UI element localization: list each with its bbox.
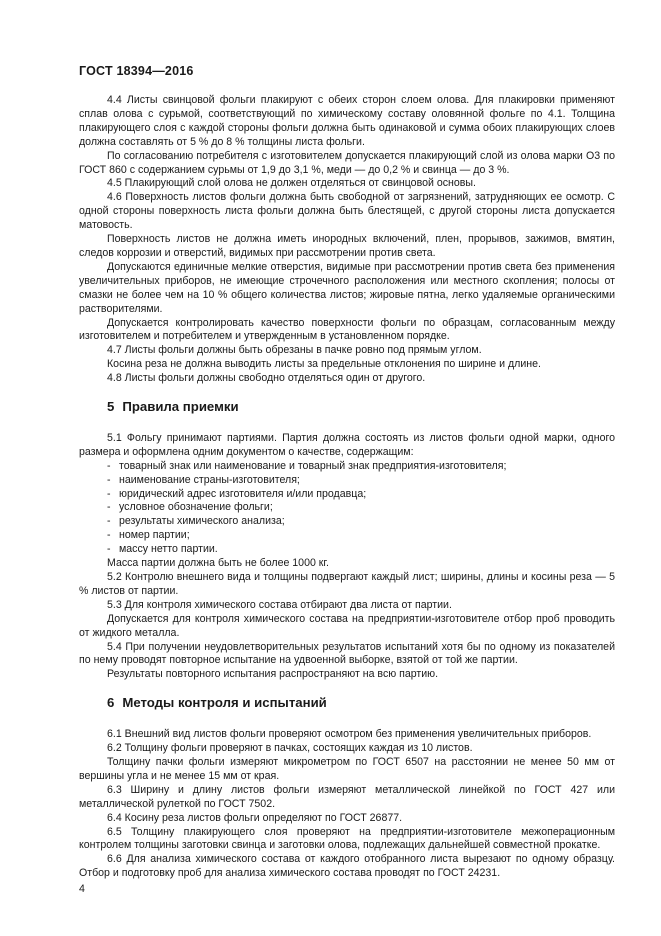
document-header: ГОСТ 18394—2016 xyxy=(79,64,194,78)
paragraph: Допускается для контроля химического состава на предприятии-изготовителе отбор проб проводить от жидкого металла. xyxy=(79,612,615,639)
list-item-text: условное обозначение фольги; xyxy=(119,501,273,514)
paragraph: 4.8 Листы фольги должны свободно отделяться один от другого. xyxy=(107,372,426,385)
section-heading xyxy=(79,696,615,710)
paragraph: 4.6 Поверхность листов фольги должна быть свободной от загрязнений, затрудняющих ее осмотр. С одной стороны поверхность листа фольги должна быть блестящей, с другой стороны листа допускается матовость. xyxy=(79,191,615,232)
document-body xyxy=(79,94,615,881)
section-title: Методы контроля и испытаний xyxy=(122,695,327,711)
list-item xyxy=(79,515,615,529)
list-item-text: товарный знак или наименование и товарный знак предприятия-изготовителя; xyxy=(119,459,507,472)
section-title: Правила приемки xyxy=(122,399,239,415)
paragraph: 4.7 Листы фольги должны быть обрезаны в пачке ровно под прямым углом. xyxy=(107,344,482,357)
paragraph: Допускается контролировать качество поверхности фольги по образцам, согласованным между изготовителем и потребителем и утвержденным в установленном порядке. xyxy=(79,316,615,343)
list-dash: - xyxy=(107,487,111,500)
list-dash: - xyxy=(107,473,111,486)
list-dash: - xyxy=(107,529,111,542)
list-item xyxy=(79,501,615,515)
paragraph: Косина реза не должна выводить листы за предельные отклонения по ширине и длине. xyxy=(107,358,541,371)
list-item xyxy=(79,488,615,502)
paragraph: По согласованию потребителя с изготовителем допускается плакирующий слой из олова марки О3 по ГОСТ 860 с содержанием сурьмы от 1,9 до 3,1 %, меди — до 0,2 % и свинца — до 3 %. xyxy=(79,149,615,176)
list-item-text: результаты химического анализа; xyxy=(119,515,285,528)
list-dash: - xyxy=(107,515,111,528)
section-number: 5 xyxy=(107,399,115,415)
list-item-text: номер партии; xyxy=(119,529,190,542)
list-dash: - xyxy=(107,501,111,514)
paragraph: Допускаются единичные мелкие отверстия, видимые при рассмотрении против света без применения увеличительных приборов, не имеющие строчечного расположения или местного скопления; полосы от смазки не более чем на 10 % общего количества листов; жировые пятна, легко удаляемые органическими растворителями. xyxy=(79,260,615,315)
list-dash: - xyxy=(107,459,111,472)
list-item xyxy=(79,474,615,488)
list-item xyxy=(79,543,615,557)
paragraph: 5.2 Контролю внешнего вида и толщины подвергают каждый лист; ширины, длины и косины реза — 5 % листов от партии. xyxy=(79,571,615,597)
paragraph: 6.5 Толщину плакирующего слоя проверяют на предприятии-изготовителе межоперационным контролем толщины заготовки свинца и заготовки олова, подлежащих дальнейшей совместной прокатке. xyxy=(79,825,615,852)
paragraph: 6.1 Внешний вид листов фольги проверяют осмотром без применения увеличительных приборов. xyxy=(107,728,592,741)
paragraph: Масса партии должна быть не более 1000 кг. xyxy=(107,557,329,570)
list-item xyxy=(79,460,615,474)
paragraph: 6.4 Косину реза листов фольги определяют по ГОСТ 26877. xyxy=(107,811,403,824)
paragraph: 4.5 Плакирующий слой олова не должен отделяться от свинцовой основы. xyxy=(107,177,476,190)
paragraph: Результаты повторного испытания распространяют на всю партию. xyxy=(107,668,439,681)
list-item-text: наименование страны-изготовителя; xyxy=(119,473,300,486)
paragraph: Поверхность листов не должна иметь инородных включений, плен, прорывов, зажимов, вмятин, следов коррозии и отверстий, видимых при рассмотрении против света. xyxy=(79,233,615,259)
list-item xyxy=(79,529,615,543)
section-number: 6 xyxy=(107,695,115,711)
paragraph: 6.6 Для анализа химического состава от каждого отобранного листа вырезают по одному образцу. Отбор и подготовку проб для анализа химического состава проводят по ГОСТ 24231. xyxy=(79,853,615,880)
paragraph: 5.4 При получении неудовлетворительных результатов испытаний хотя бы по одному из показателей по нему проводят повторное испытание на удвоенной выборке, взятой от той же партии. xyxy=(79,640,615,667)
list-dash: - xyxy=(107,543,111,556)
paragraph: 5.1 Фольгу принимают партиями. Партия должна состоять из листов фольги одной марки, одного размера и оформлена одним документом о качестве, содержащим: xyxy=(79,431,615,458)
page-number: 4 xyxy=(79,883,85,895)
paragraph: 4.4 Листы свинцовой фольги плакируют с обеих сторон слоем олова. Для плакировки применяют сплав олова с сурьмой, соответствующий по химическому составу оловянной фольге по 4.1. Толщина плакирующего слоя с каждой стороны фольги должна быть одинаковой и сумма обоих плакирующих слоев должна составлять от 5 % до 8 % толщины листа фольги. xyxy=(79,94,615,148)
paragraph: 6.3 Ширину и длину листов фольги измеряют металлической линейкой по ГОСТ 427 или металлической рулеткой по ГОСТ 7502. xyxy=(79,783,615,810)
paragraph: 6.2 Толщину фольги проверяют в пачках, состоящих каждая из 10 листов. xyxy=(107,742,473,755)
section-heading xyxy=(79,400,615,414)
paragraph: 5.3 Для контроля химического состава отбирают два листа от партии. xyxy=(107,598,452,611)
paragraph: Толщину пачки фольги измеряют микрометром по ГОСТ 6507 на расстоянии не менее 50 мм от вершины угла и не менее 15 мм от края. xyxy=(79,755,615,782)
list-item-text: юридический адрес изготовителя и/или продавца; xyxy=(119,487,367,500)
list-item-text: массу нетто партии. xyxy=(119,543,218,556)
